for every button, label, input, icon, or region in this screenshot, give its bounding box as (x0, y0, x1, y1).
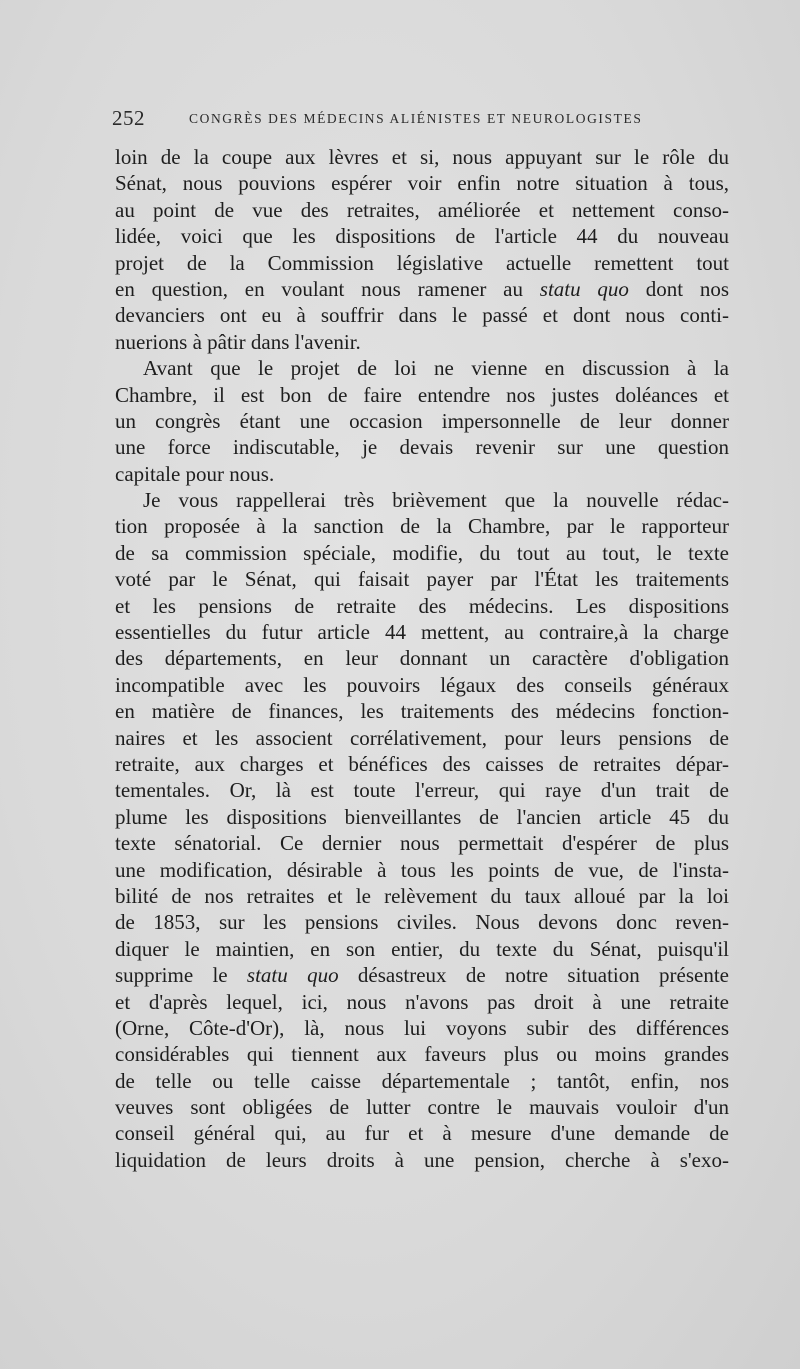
text-line: voté par le Sénat, qui faisait payer par l'État les traitements (115, 567, 729, 592)
text-line: essentielles du futur article 44 mettent, au contraire,à la charge (115, 620, 729, 645)
running-title: CONGRÈS DES MÉDECINS ALIÉNISTES ET NEUROLOGISTES (189, 111, 643, 126)
text-line: tion proposée à la sanction de la Chambre, par le rapporteur (115, 514, 729, 539)
italic-phrase: statu quo (539, 276, 629, 301)
text-line: Avant que le projet de loi ne vienne en discussion à la (143, 356, 729, 381)
text-line: et d'après lequel, ici, nous n'avons pas droit à une retraite (115, 989, 729, 1014)
text-line: une modification, désirable à tous les points de vue, de l'insta- (115, 857, 729, 882)
text-line: un congrès étant une occasion impersonnelle de leur donner (115, 408, 729, 433)
page-number: 252 (112, 106, 145, 130)
text-line: tementales. Or, là est toute l'erreur, qui raye d'un trait de (115, 778, 729, 803)
text-line: de sa commission spéciale, modifie, du tout au tout, le texte (115, 540, 729, 565)
text-segment: désastreux de notre situation présente (338, 963, 729, 988)
text-line: et les pensions de retraite des médecins. Les dispositions (115, 593, 729, 618)
text-line: bilité de nos retraites et le relèvement du taux alloué par la loi (115, 883, 729, 908)
text-line (115, 962, 729, 988)
text-line: texte sénatorial. Ce dernier nous permettait d'espérer de plus (115, 831, 729, 856)
text-line: une force indiscutable, je devais revenir sur une question (115, 435, 729, 460)
text-line: projet de la Commission législative actuelle remettent tout (115, 250, 729, 275)
text-line: au point de vue des retraites, améliorée et nettement conso- (115, 197, 729, 222)
text-segment: supprime le (115, 963, 247, 988)
page-header (112, 106, 700, 134)
text-line: considérables qui tiennent aux faveurs plus ou moins grandes (115, 1042, 729, 1067)
text-line: devanciers ont eu à souffrir dans le passé et dont nous conti- (115, 303, 729, 328)
text-line: de 1853, sur les pensions civiles. Nous devons donc reven- (115, 910, 729, 935)
text-line: incompatible avec les pouvoirs légaux des conseils généraux (115, 672, 729, 697)
text-line: veuves sont obligées de lutter contre le mauvais vouloir d'un (115, 1095, 729, 1120)
text-line: naires et les associent corrélativement, pour leurs pensions de (115, 725, 729, 750)
text-segment: dont nos (628, 276, 729, 301)
text-line: des départements, en leur donnant un caractère d'obligation (115, 646, 729, 671)
text-line: conseil général qui, au fur et à mesure d'une demande de (115, 1121, 729, 1146)
text-line (115, 276, 729, 302)
text-line: Sénat, nous pouvions espérer voir enfin notre situation à tous, (115, 171, 729, 196)
text-line: Chambre, il est bon de faire entendre nos justes doléances et (115, 382, 729, 407)
text-line: lidée, voici que les dispositions de l'article 44 du nouveau (115, 224, 729, 249)
text-line: loin de la coupe aux lèvres et si, nous appuyant sur le rôle du (115, 145, 729, 169)
text-line: de telle ou telle caisse départementale ; tantôt, enfin, nos (115, 1068, 729, 1093)
text-line: capitale pour nous. (115, 461, 275, 486)
text-line: diquer le maintien, en son entier, du texte du Sénat, puisqu'il (115, 936, 729, 961)
text-segment: en question, en voulant nous ramener au (115, 276, 540, 301)
text-line: nuerions à pâtir dans l'avenir. (115, 329, 361, 354)
text-line: plume les dispositions bienveillantes de l'ancien article 45 du (115, 804, 729, 829)
text-line: en matière de finances, les traitements des médecins fonction- (115, 699, 729, 724)
text-line: liquidation de leurs droits à une pension, cherche à s'exo- (115, 1147, 729, 1172)
text-line: Je vous rappellerai très brièvement que la nouvelle rédac- (143, 488, 729, 513)
text-line: (Orne, Côte-d'Or), là, nous lui voyons subir des différences (115, 1015, 729, 1040)
italic-phrase: statu quo (246, 963, 339, 988)
text-line: retraite, aux charges et bénéfices des caisses de retraites dépar- (115, 751, 729, 776)
body-text (115, 144, 729, 1173)
